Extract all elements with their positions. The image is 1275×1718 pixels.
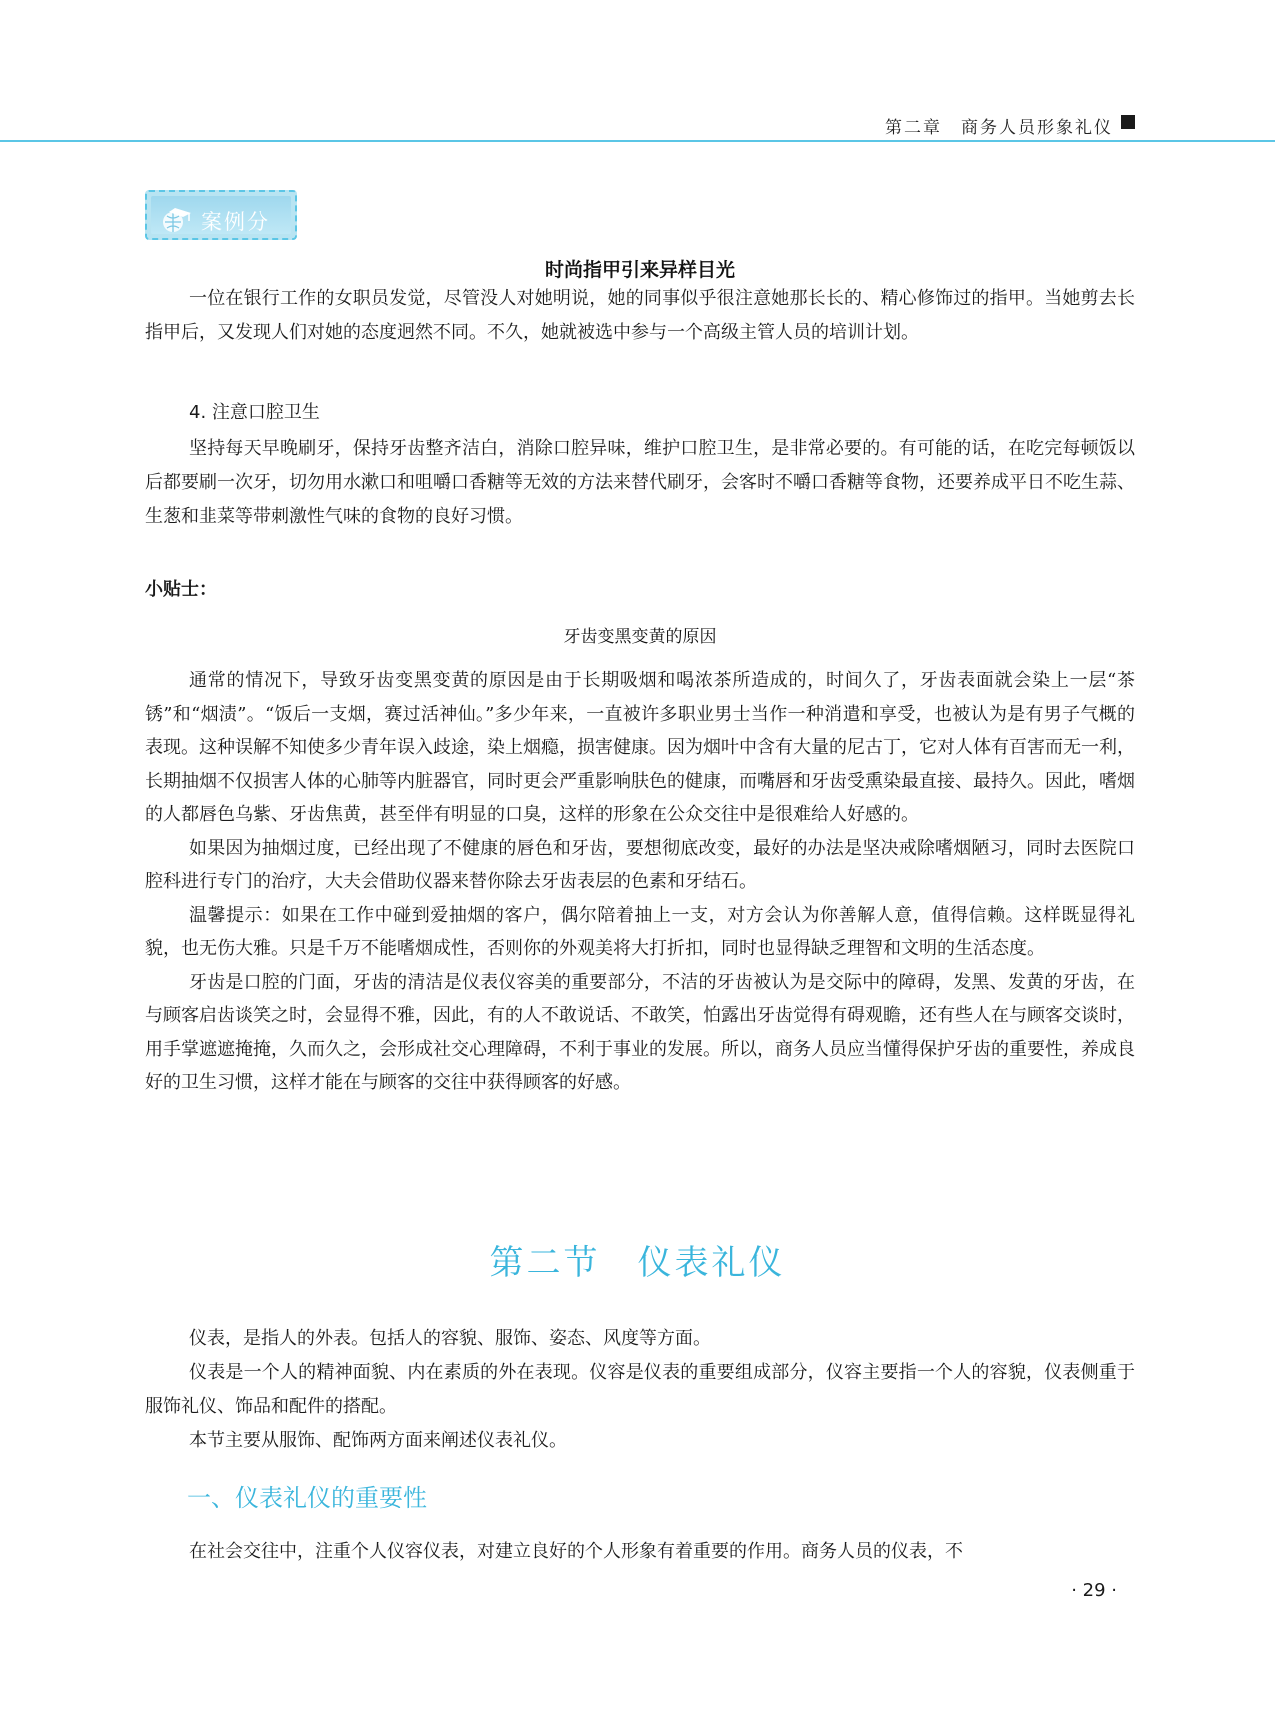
page-header [0,0,1275,142]
case-study-title: 时尚指甲引来异样目光 [544,259,735,281]
subsection-body [145,1535,1135,1569]
tips-paragraph: 牙齿是口腔的门面，牙齿的清洁是仪表仪容美的重要部分，不洁的牙齿被认为是交际中的障碍，发黑、发黄的牙齿，在与顾客启齿谈笑之时，会显得不雅，因此，有的人不敢说话、不敢笑，怕露出牙齿觉得有碍观瞻，还有些人在与顾客交谈时，用手掌遮遮掩掩，久而久之，会形成社交心理障碍，不利于事业的发展。所以，商务人员应当懂得保护牙齿的重要性，养成良好的卫生习惯，这样才能在与顾客的交往中获得顾客的好感。 [145,971,1135,1093]
header-square-mark [1121,115,1135,129]
section-paragraph: 仪表，是指人的外表。包括人的容貌、服饰、姿态、风度等方面。 [189,1328,711,1349]
case-analysis-badge [145,190,297,264]
case-analysis-label: 案例分析 [201,210,270,264]
graduation-cap-globe-icon [161,204,193,234]
subsection-paragraph: 在社会交往中，注重个人仪容仪表，对建立良好的个人形象有着重要的作用。商务人员的仪表，不 [189,1541,963,1562]
page-number: · 29 · [1071,1580,1117,1601]
tips-title: 牙齿变黑变黄的原因 [563,627,717,647]
tips-paragraph: 如果因为抽烟过度，已经出现了不健康的唇色和牙齿，要想彻底改变，最好的办法是坚决戒除嗜烟陋习，同时去医院口腔科进行专门的治疗，大夫会借助仪器来替你除去牙齿表层的色素和牙结石。 [145,837,1135,892]
section-paragraph: 仪表是一个人的精神面貌、内在素质的外在表现。仪容是仪表的重要组成部分，仪容主要指一个人的容貌，仪表侧重于服饰礼仪、饰品和配件的搭配。 [145,1362,1135,1417]
oral-hygiene-heading: 4. 注意口腔卫生 [189,402,320,423]
section-paragraph: 本节主要从服饰、配饰两方面来阐述仪表礼仪。 [189,1430,567,1451]
section-body [145,1322,1135,1458]
tips-label: 小贴士： [145,579,217,600]
case-study-paragraph: 一位在银行工作的女职员发觉，尽管没人对她明说，她的同事似乎很注意她那长长的、精心修饰过的指甲。当她剪去长指甲后，又发现人们对她的态度迥然不同。不久，她就被选中参与一个高级主管人员的培训计划。 [145,288,1135,343]
case-study-body [145,282,1135,350]
section-title: 第二节 仪表礼仪 [489,1243,786,1283]
subsection-title: 一、仪表礼仪的重要性 [187,1484,427,1512]
chapter-title: 第二章 商务人员形象礼仪 [885,118,1113,138]
oral-hygiene-section [145,396,1135,534]
tips-body [145,664,1135,1100]
oral-hygiene-paragraph: 坚持每天早晚刷牙，保持牙齿整齐洁白，消除口腔异味，维护口腔卫生，是非常必要的。有可能的话，在吃完每顿饭以后都要刷一次牙，切勿用水漱口和咀嚼口香糖等无效的方法来替代刷牙，会客时不嚼口香糖等食物，还要养成平日不吃生蒜、生葱和韭菜等带刺激性气味的食物的良好习惯。 [145,438,1135,527]
tips-paragraph: 通常的情况下，导致牙齿变黑变黄的原因是由于长期吸烟和喝浓茶所造成的，时间久了，牙齿表面就会染上一层“茶锈”和“烟渍”。“饭后一支烟，赛过活神仙。”多少年来，一直被许多职业男士当作一种消遣和享受，也被认为是有男子气概的表现。这种误解不知使多少青年误入歧途，染上烟瘾，损害健康。因为烟叶中含有大量的尼古丁，它对人体有百害而无一利，长期抽烟不仅损害人体的心肺等内脏器官，同时更会严重影响肤色的健康，而嘴唇和牙齿受熏染最直接、最持久。因此，嗜烟的人都唇色乌紫、牙齿焦黄，甚至伴有明显的口臭，这样的形象在公众交往中是很难给人好感的。 [145,670,1135,825]
tips-paragraph: 温馨提示：如果在工作中碰到爱抽烟的客户，偶尔陪着抽上一支，对方会认为你善解人意，值得信赖。这样既显得礼貌，也无伤大雅。只是千万不能嗜烟成性，否则你的外观美将大打折扣，同时也显得缺乏理智和文明的生活态度。 [145,904,1135,959]
